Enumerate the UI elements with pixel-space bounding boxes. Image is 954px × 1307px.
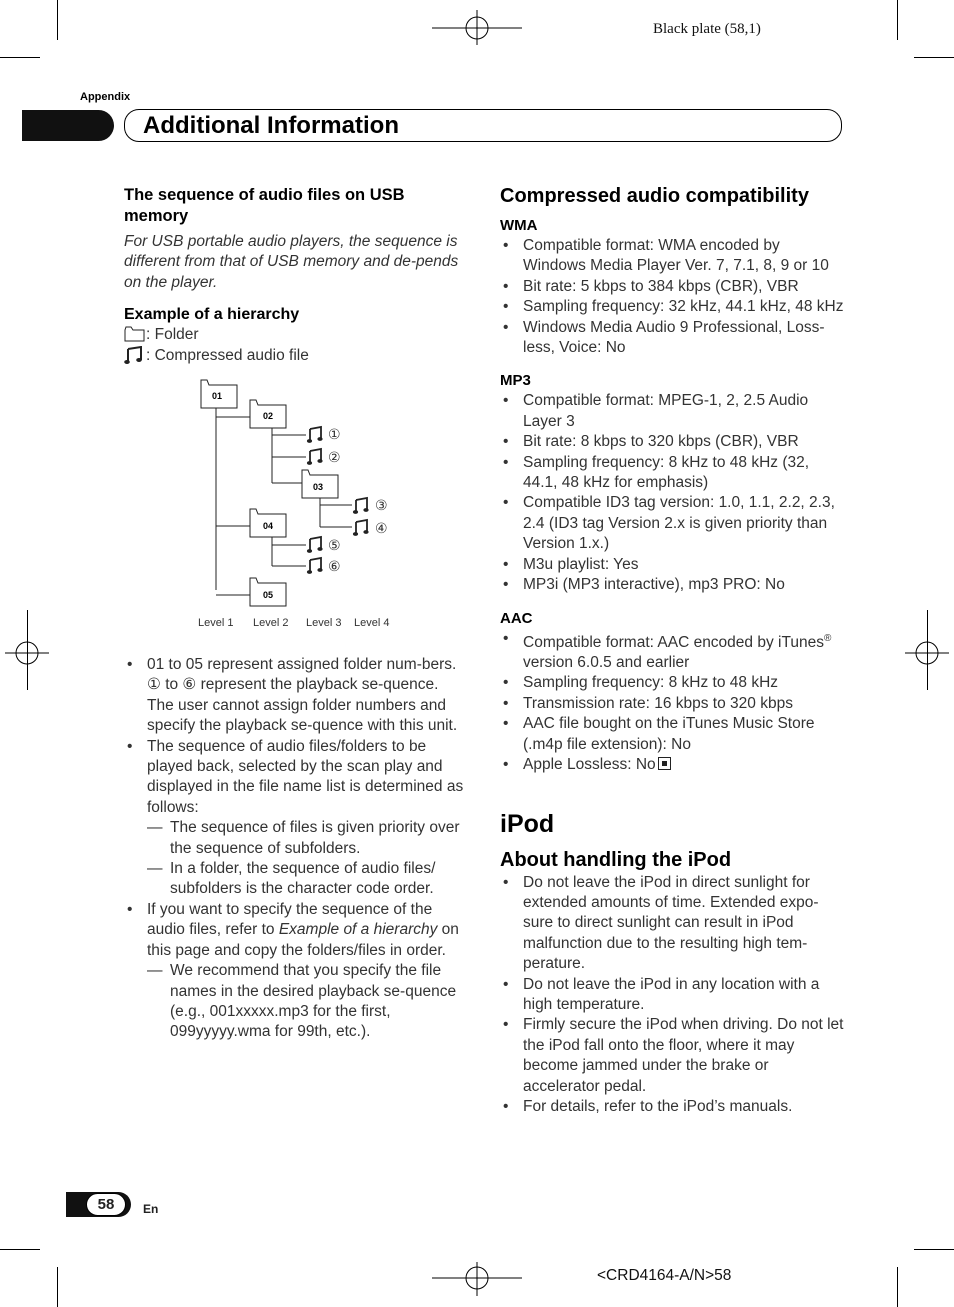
plate-label: Black plate (58,1) [653, 21, 761, 37]
mp3-list [500, 391, 845, 595]
file-5 [307, 537, 341, 553]
ipod-title: iPod [500, 809, 555, 838]
file-2 [307, 449, 341, 465]
list-item: • MP3i (MP3 interactive), mp3 PRO: No [500, 575, 845, 595]
sub-item: — The sequence of files is given priority over the sequence of subfolders. [147, 818, 469, 859]
folder-04 [250, 509, 286, 537]
page-number: 58 [86, 1193, 126, 1216]
document-code: <CRD4164-A/N>58 [597, 1267, 732, 1284]
file-5-label: ⑤ [328, 537, 341, 553]
end-mark-icon [658, 757, 671, 770]
header-tab [22, 110, 114, 141]
folder-03 [302, 470, 338, 498]
folder-04-label: 04 [263, 521, 274, 531]
right-column [500, 183, 845, 1117]
aac-list [500, 629, 845, 776]
list-item: • Do not leave the iPod in any location with a high temperature. [500, 975, 845, 1016]
file-3-label: ③ [375, 497, 388, 513]
left-column [124, 185, 469, 366]
bullet-text-1: 01 to 05 represent assigned folder num-bers. ① to ⑥ represent the playback se-quence. The user cannot assign folder numbers and specify the playback se-quence with this unit. [147, 656, 458, 735]
ipod-heading: About handling the iPod [500, 848, 732, 871]
hierarchy-reference: Example of a hierarchy [278, 921, 438, 939]
folder-02 [250, 400, 286, 428]
list-item: • Sampling frequency: 8 kHz to 48 kHz (32, 44.1, 48 kHz for emphasis) [500, 453, 845, 494]
bullet-text-2: The sequence of audio files/folders to be played back, selected by the scan play and displayed in the file name list is determined as follows: [147, 737, 464, 816]
legend-folder [124, 325, 469, 345]
folder-05-label: 05 [263, 590, 274, 600]
aac-item-1b: version 6.0.5 and earlier [523, 654, 690, 672]
aac-heading: AAC [500, 609, 533, 627]
aac-item-1a: Compatible format: AAC encoded by iTunes [523, 633, 824, 651]
list-item: • Bit rate: 8 kbps to 320 kbps (CBR), VBR [500, 432, 845, 452]
wma-list [500, 236, 845, 358]
level-3-label: Level 3 [306, 617, 342, 629]
section-label: Appendix [80, 91, 131, 103]
compat-heading: Compressed audio compatibility [500, 185, 809, 207]
list-item: • Firmly secure the iPod when driving. Do not let the iPod fall onto the floor, where it may become jammed under the brake or accelerator pedal. [500, 1015, 845, 1097]
left-bullets [124, 655, 469, 1043]
legend-file [124, 346, 469, 366]
page-title: Additional Information [143, 112, 399, 139]
registered-mark: ® [823, 632, 832, 644]
list-item: • M3u playlist: Yes [500, 555, 845, 575]
list-item: • Compatible ID3 tag version: 1.0, 1.1, 2.2, 2.3, 2.4 (ID3 tag Version 2.x is given priority than Version 1.x.) [500, 493, 845, 554]
usb-sequence-heading: The sequence of audio files on USB memory [124, 186, 405, 225]
sub-item: — In a folder, the sequence of audio files/ subfolders is the character code order. [147, 859, 469, 900]
list-item: • Compatible format: WMA encoded by Windows Media Player Ver. 7, 7.1, 8, 9 or 10 [500, 236, 845, 277]
file-1-label: ① [328, 426, 341, 442]
list-item [124, 655, 469, 737]
file-2-label: ② [328, 449, 341, 465]
legend-folder-text: : Folder [146, 326, 199, 344]
bullet-text-3a: If you want to specify the sequence of the audio files, refer to [147, 900, 433, 939]
level-4-label: Level 4 [354, 617, 390, 629]
list-item: • Windows Media Audio 9 Professional, Loss-less, Voice: No [500, 318, 845, 359]
hierarchy-diagram [190, 375, 420, 635]
list-item: • AAC file bought on the iTunes Music Store (.m4p file extension): No [500, 714, 845, 755]
list-item [124, 737, 469, 900]
ipod-list [500, 873, 845, 1118]
level-1-label: Level 1 [198, 617, 234, 629]
list-item: • Sampling frequency: 32 kHz, 44.1 kHz, 48 kHz [500, 297, 845, 317]
file-6 [307, 558, 341, 574]
file-4 [353, 520, 388, 536]
file-6-label: ⑥ [328, 558, 341, 574]
language-label: En [143, 1202, 159, 1216]
list-item [500, 629, 845, 674]
list-item: • Bit rate: 5 kbps to 384 kbps (CBR), VBR [500, 277, 845, 297]
folder-03-label: 03 [313, 482, 324, 492]
file-1 [307, 426, 341, 443]
list-item [124, 900, 469, 1043]
list-item: • For details, refer to the iPod’s manuals. [500, 1097, 845, 1117]
list-item: • Transmission rate: 16 kbps to 320 kbps [500, 694, 845, 714]
music-note-icon [124, 346, 146, 364]
legend-file-text: : Compressed audio file [146, 346, 309, 364]
sub-item: — We recommend that you specify the file names in the desired playback se-quence (e.g., 001xxxxx.mp3 for the first, 099yyyyy.wma for 99th, etc.). [147, 961, 469, 1043]
folder-icon [124, 326, 146, 342]
mp3-heading: MP3 [500, 372, 531, 390]
folder-01 [201, 380, 237, 408]
file-3 [353, 497, 388, 514]
list-item: • Sampling frequency: 8 kHz to 48 kHz [500, 673, 845, 693]
title-bar [124, 109, 842, 142]
wma-heading: WMA [500, 217, 538, 234]
example-heading: Example of a hierarchy [124, 306, 300, 324]
list-item: • Do not leave the iPod in direct sunlight for extended amounts of time. Extended expo-sure to direct sunlight can result in iPod malfunction due to the resulting high tem-perature. [500, 873, 845, 975]
folder-05 [250, 578, 286, 606]
folder-02-label: 02 [263, 411, 274, 421]
list-item [500, 755, 845, 775]
list-item: • Compatible format: MPEG-1, 2, 2.5 Audio Layer 3 [500, 391, 845, 432]
folder-01-label: 01 [212, 391, 223, 401]
aac-item-5: Apple Lossless: No [523, 756, 656, 774]
file-4-label: ④ [375, 520, 388, 536]
bullet-text-3b: on this page and copy the folders/files in order. [147, 921, 459, 959]
usb-intro: For USB portable audio players, the sequence is different from that of USB memory and de-pends on the player. [124, 233, 459, 291]
level-2-label: Level 2 [253, 617, 289, 629]
